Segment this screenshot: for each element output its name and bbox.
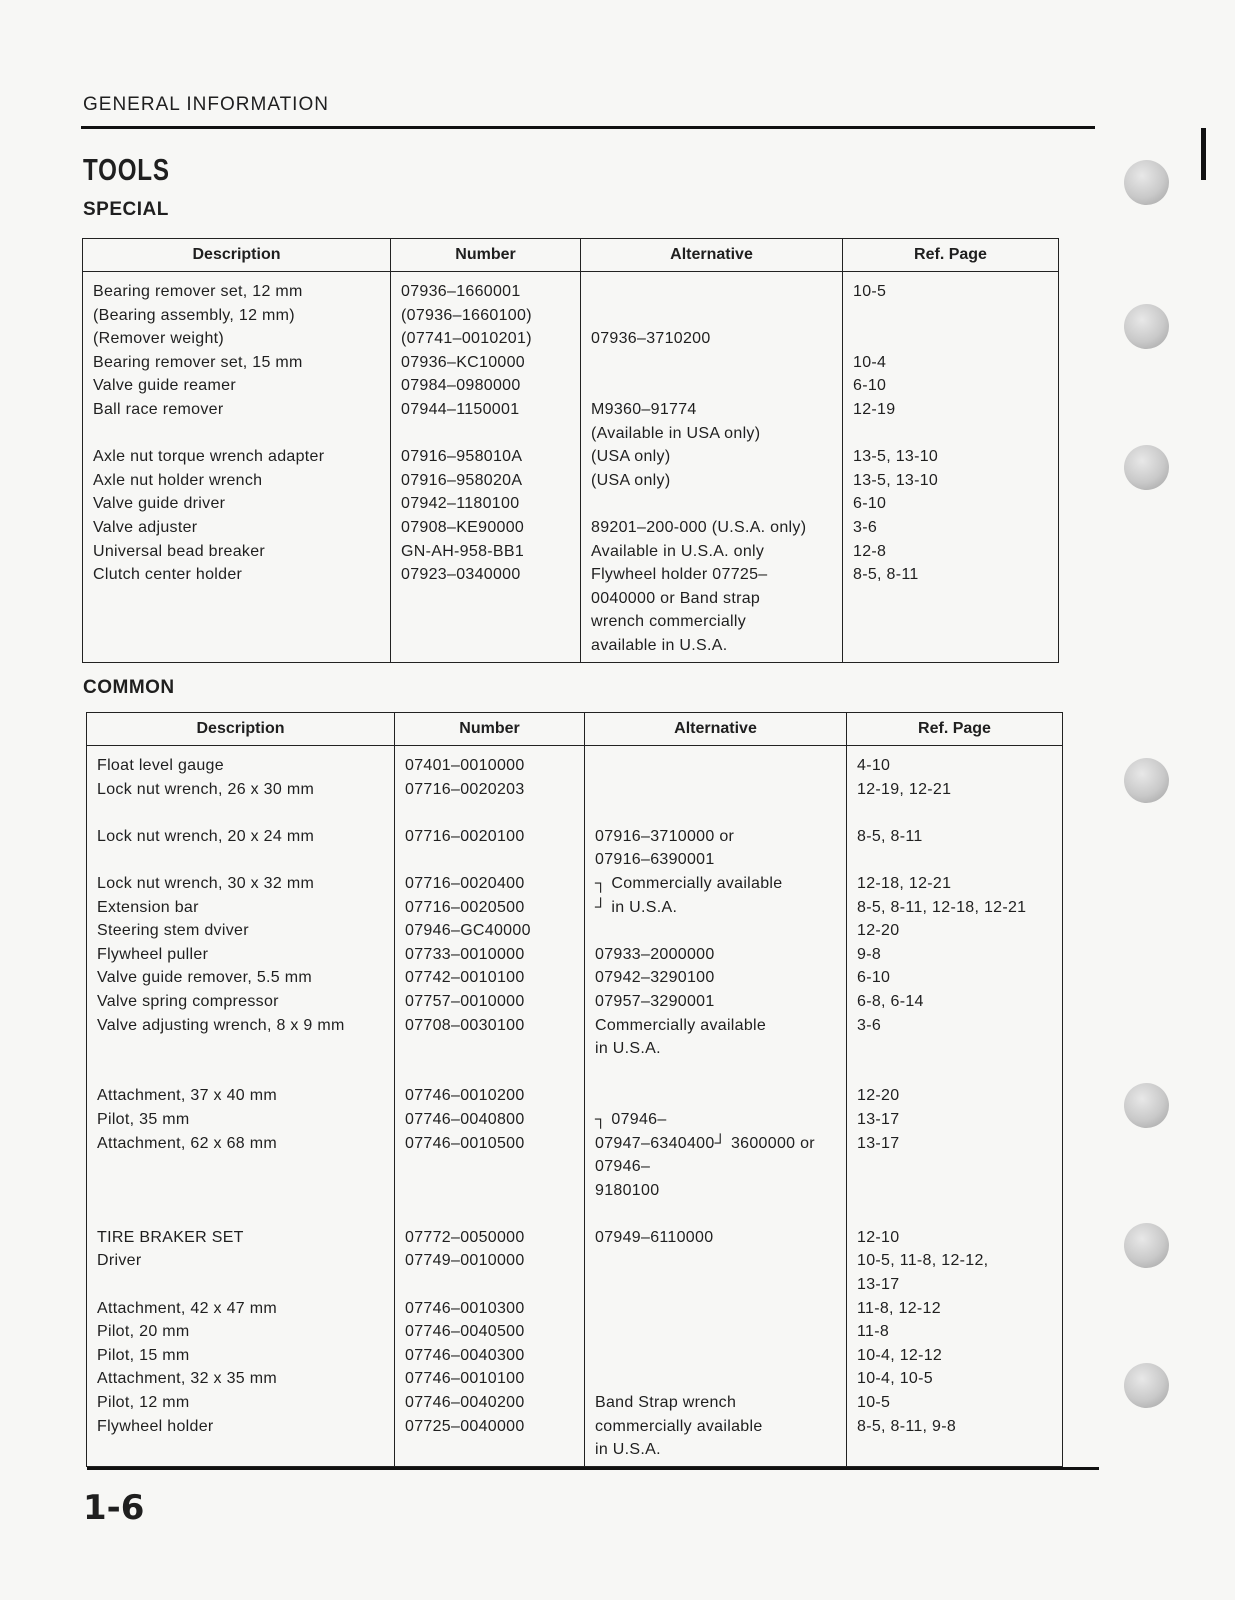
number-cell: 07936–1660001 (07936–1660100) (07741–0010201) 07936–KC10000 07984–0980000 07944–1150001 07916–958010A 07916–958020A 07942–1180100 07908–KE90000 GN-AH-958-BB1 07923–0340000 — [391, 272, 581, 663]
alternative-cell: 07916–3710000 or 07916–6390001 ┐ Commercially available ┘ in U.S.A. 07933–2000000 07942–3290100 07957–3290001 Commercially available in U.S.A. ┐ 07946– 07947–6340400┘ 3600000 or 07946– 9180100 07949–6110000 Band Strap wrench commercially available in U.S.A. — [585, 746, 847, 1467]
column-header-description: Description — [87, 713, 395, 746]
column-header-ref-page: Ref. Page — [847, 713, 1063, 746]
common-label: COMMON — [83, 677, 175, 698]
page-number: 1-6 — [83, 1488, 145, 1528]
punch-hole — [1124, 1363, 1169, 1408]
number-cell: 07401–0010000 07716–0020203 07716–0020100 07716–0020400 07716–0020500 07946–GC40000 07733–0010000 07742–0010100 07757–0010000 07708–0030100 07746–0010200 07746–0040800 07746–0010500 07772–0050000 07749–0010000 07746–0010300 07746–0040500 07746–0040300 07746–0010100 07746–0040200 07725–0040000 — [395, 746, 585, 1467]
table-header-row — [83, 239, 1059, 272]
table-row — [83, 272, 1059, 663]
description-cell: Bearing remover set, 12 mm (Bearing assembly, 12 mm) (Remover weight) Bearing remover set, 15 mm Valve guide reamer Ball race remover Axle nut torque wrench adapter Axle nut holder wrench Valve guide driver Valve adjuster Universal bead breaker Clutch center holder — [83, 272, 391, 663]
column-header-number: Number — [395, 713, 585, 746]
punch-hole — [1124, 445, 1169, 490]
common-tools-table — [86, 712, 1063, 1467]
special-label: SPECIAL — [83, 199, 169, 220]
column-header-number: Number — [391, 239, 581, 272]
ref-page-cell: 4-10 12-19, 12-21 8-5, 8-11 12-18, 12-21 8-5, 8-11, 12-18, 12-21 12-20 9-8 6-10 6-8, 6-14 3-6 12-20 13-17 13-17 12-10 10-5, 11-8, 12-12, 13-17 11-8, 12-12 11-8 10-4, 12-12 10-4, 10-5 10-5 8-5, 8-11, 9-8 — [847, 746, 1063, 1467]
punch-hole — [1124, 160, 1169, 205]
description-cell: Float level gauge Lock nut wrench, 26 x 30 mm Lock nut wrench, 20 x 24 mm Lock nut wrench, 30 x 32 mm Extension bar Steering stem dviver Flywheel puller Valve guide remover, 5.5 mm Valve spring compressor Valve adjusting wrench, 8 x 9 mm Attachment, 37 x 40 mm Pilot, 35 mm Attachment, 62 x 68 mm TIRE BRAKER SET Driver Attachment, 42 x 47 mm Pilot, 20 mm Pilot, 15 mm Attachment, 32 x 35 mm Pilot, 12 mm Flywheel holder — [87, 746, 395, 1467]
punch-hole — [1124, 1223, 1169, 1268]
column-header-alternative: Alternative — [581, 239, 843, 272]
punch-hole — [1124, 758, 1169, 803]
column-header-ref-page: Ref. Page — [843, 239, 1059, 272]
bottom-divider — [87, 1467, 1099, 1470]
special-tools-table — [82, 238, 1059, 663]
punch-hole — [1124, 304, 1169, 349]
column-header-alternative: Alternative — [585, 713, 847, 746]
edge-tab-mark — [1201, 128, 1206, 180]
punch-hole — [1124, 1083, 1169, 1128]
page-title: TOOLS — [83, 152, 170, 187]
table-row — [87, 746, 1063, 1467]
table-header-row — [87, 713, 1063, 746]
alternative-cell: 07936–3710200 M9360–91774 (Available in USA only) (USA only) (USA only) 89201–200-000 (U.S.A. only) Available in U.S.A. only Flywheel holder 07725– 0040000 or Band strap wrench commercially available in U.S.A. — [581, 272, 843, 663]
section-header: GENERAL INFORMATION — [83, 94, 329, 115]
top-divider — [81, 126, 1095, 129]
column-header-description: Description — [83, 239, 391, 272]
ref-page-cell: 10-5 10-4 6-10 12-19 13-5, 13-10 13-5, 13-10 6-10 3-6 12-8 8-5, 8-11 — [843, 272, 1059, 663]
